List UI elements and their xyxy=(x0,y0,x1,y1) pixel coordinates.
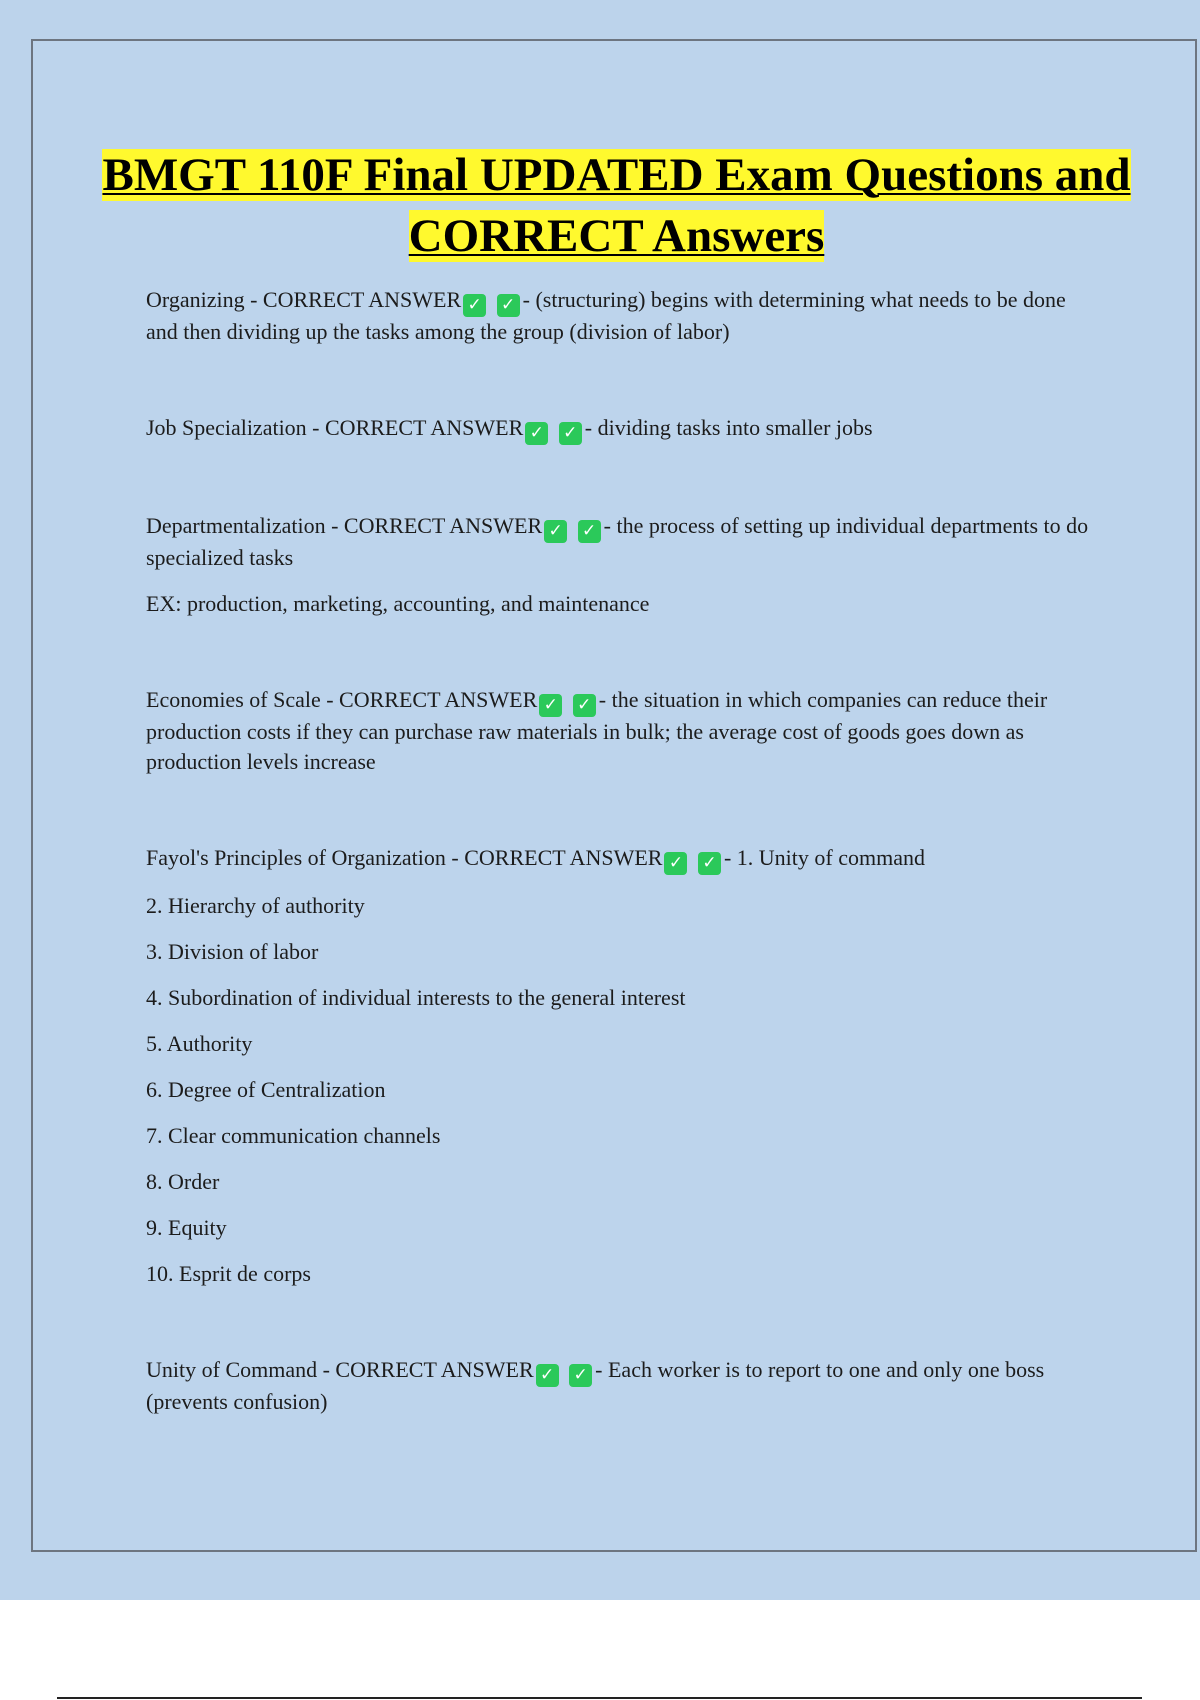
qa-entry-economies-of-scale xyxy=(146,685,1096,777)
qa-term: Economies of Scale - CORRECT ANSWER xyxy=(146,687,538,712)
page-divider xyxy=(57,1697,1142,1699)
qa-answer: - Each worker is to report to one and only one boss (prevents confusion) xyxy=(146,1357,1045,1414)
qa-answer: - dividing tasks into smaller jobs xyxy=(584,415,873,440)
principle-item: 4. Subordination of individual interests to the general interest xyxy=(146,985,686,1010)
principle-item: 7. Clear communication channels xyxy=(146,1123,441,1148)
qa-term: Unity of Command - CORRECT ANSWER xyxy=(146,1357,534,1382)
check-box-icon: ✓ xyxy=(497,294,520,317)
qa-line xyxy=(146,511,1096,573)
principle-item: 5. Authority xyxy=(146,1031,253,1056)
qa-entry-unity-of-command xyxy=(146,1355,1096,1417)
check-box-icon: ✓ xyxy=(536,1364,559,1387)
qa-term: Departmentalization - CORRECT ANSWER xyxy=(146,513,543,538)
qa-line xyxy=(146,413,1096,445)
qa-term: Organizing - CORRECT ANSWER xyxy=(146,287,462,312)
qa-term: Job Specialization - CORRECT ANSWER xyxy=(146,415,524,440)
check-box-icon: ✓ xyxy=(463,294,486,317)
qa-line xyxy=(146,843,1096,875)
qa-answer: - the process of setting up individual departments to do specialized tasks xyxy=(146,513,1089,570)
check-box-icon: ✓ xyxy=(544,520,567,543)
principle-item: 8. Order xyxy=(146,1169,220,1194)
qa-entry-job-specialization xyxy=(146,413,1096,445)
qa-entry-organizing xyxy=(146,285,1096,347)
qa-line xyxy=(146,285,1096,347)
qa-answer: - (structuring) begins with determining what needs to be done and then dividing up the tasks among the group (division of labor) xyxy=(146,287,1066,344)
check-box-icon: ✓ xyxy=(559,422,582,445)
principle-item: 10. Esprit de corps xyxy=(146,1261,311,1286)
qa-entry-departmentalization xyxy=(146,511,1096,619)
check-box-icon: ✓ xyxy=(539,694,562,717)
principle-item: 6. Degree of Centralization xyxy=(146,1077,386,1102)
check-box-icon: ✓ xyxy=(569,1364,592,1387)
qa-example: EX: production, marketing, accounting, and maintenance xyxy=(146,591,650,616)
principle-item: 2. Hierarchy of authority xyxy=(146,893,365,918)
check-box-icon: ✓ xyxy=(698,852,721,875)
qa-term: Fayol's Principles of Organization - CORRECT ANSWER xyxy=(146,845,663,870)
check-box-icon: ✓ xyxy=(578,520,601,543)
qa-answer: - 1. Unity of command xyxy=(723,845,925,870)
principle-item: 9. Equity xyxy=(146,1215,227,1240)
qa-list xyxy=(146,285,1096,1417)
document-title: BMGT 110F Final UPDATED Exam Questions and CORRECT Answers xyxy=(102,149,1131,262)
principle-item: 3. Division of labor xyxy=(146,939,319,964)
qa-line xyxy=(146,1355,1096,1417)
qa-line xyxy=(146,685,1096,777)
check-box-icon: ✓ xyxy=(573,694,596,717)
qa-entry-fayols-principles xyxy=(146,843,1096,1289)
title-block xyxy=(0,145,1200,267)
qa-answer: - the situation in which companies can reduce their production costs if they can purchase raw materials in bulk; the average cost of goods goes down as production levels increase xyxy=(146,687,1048,774)
check-box-icon: ✓ xyxy=(664,852,687,875)
check-box-icon: ✓ xyxy=(525,422,548,445)
